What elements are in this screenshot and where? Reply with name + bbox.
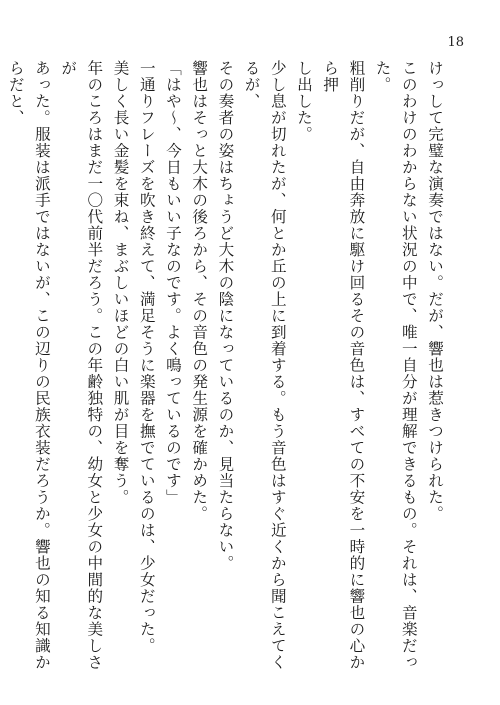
text-line: 一通りフレーズを吹き終えて、満足そうに楽器を撫でているのは、少女だった。 bbox=[137, 60, 156, 654]
text-line: 美しく長い金髪を束ね、まぶしいほどの白い肌が目を奪う。 bbox=[111, 60, 130, 506]
page-number: 18 bbox=[447, 35, 464, 50]
text-line: 「はや〜、今日もいい子なのです。よく鳴っているのです」 bbox=[163, 60, 182, 506]
text-line bbox=[0, 60, 3, 680]
text-line: あった。服装は派手ではないが、この辺りの民族衣装だろうか。響也の知る知識からだと、 bbox=[6, 60, 51, 671]
text-line: その奏者の姿はちょうど大木の陰になっているのか、見当たらない。 bbox=[216, 60, 235, 572]
text-line: このわけのわからない状況の中で、唯一自分が理解できるもの。それは、音楽だった。 bbox=[373, 60, 418, 671]
text-line: 年のころはまだ一〇代前半だろう。この年齢独特の、幼女と少女の中間的な美しさが bbox=[59, 60, 104, 671]
text-line: し出した。 bbox=[294, 60, 313, 143]
text-line: 響也はそっと大木の後ろから、その音色の発生源を確かめた。 bbox=[190, 60, 209, 522]
text-line: 粗削りだが、自由奔放に駆け回るその音色は、すべての不安を一時的に響也の心から押 bbox=[321, 60, 366, 671]
text-line: 少し息が切れたが、何とか丘の上に到着する。もう音色はすぐ近くから聞こえてくるが、 bbox=[242, 60, 287, 671]
text-line: けっして完璧な演奏ではない。だが、響也は惹きつけられた。 bbox=[426, 60, 444, 522]
body-text bbox=[6, 60, 448, 680]
